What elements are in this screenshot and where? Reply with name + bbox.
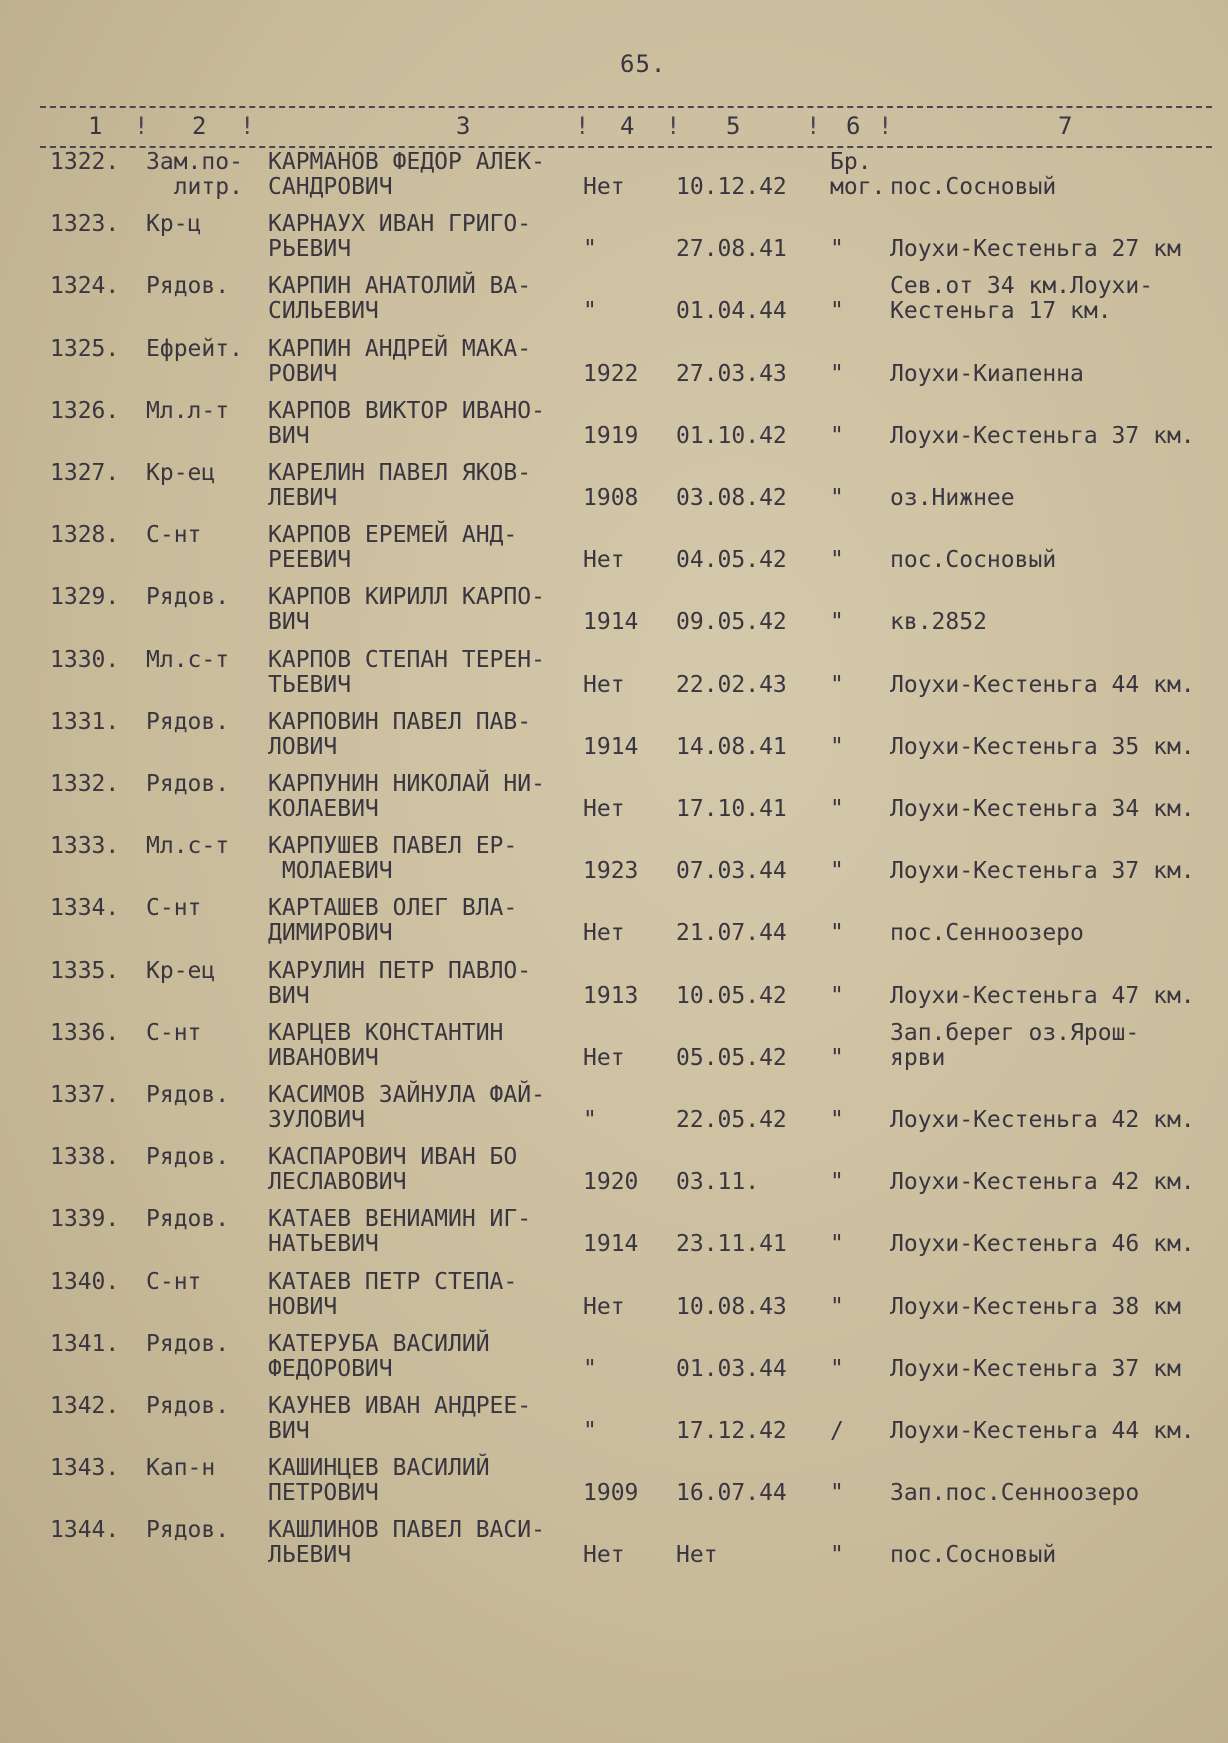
name-cell: КАТЕРУБА ВАСИЛИЙ ФЕДОРОВИЧ (268, 1330, 490, 1382)
header-col-7: 7 (1058, 112, 1073, 140)
death-date-cell: 16.07.44 (676, 1480, 787, 1507)
burial-type-cell: " (830, 733, 844, 760)
table-header (40, 112, 1212, 144)
burial-place-cell: Лоухи-Кестеньга 47 км. (890, 982, 1195, 1009)
name-cell: КАРМАНОВ ФЕДОР АЛЕК- САНДРОВИЧ (268, 149, 545, 200)
table-row (0, 1021, 1228, 1083)
rank-cell: Рядов. (146, 1144, 230, 1171)
page-number: 65. (620, 50, 667, 78)
table-row (0, 648, 1228, 710)
record-number: 1343. (50, 1455, 120, 1482)
burial-type-cell: " (830, 1542, 844, 1569)
rank-cell: Рядов. (146, 1082, 230, 1108)
table-row (0, 523, 1228, 585)
name-cell: КАШЛИНОВ ПАВЕЛ ВАСИ- ЛЬЕВИЧ (268, 1517, 545, 1569)
birth-year-cell: 1922 (583, 360, 639, 387)
rank-cell: Кр-ц (146, 211, 202, 238)
birth-year-cell: Нет (583, 174, 625, 200)
table-row (0, 834, 1228, 896)
burial-type-cell: " (830, 236, 844, 263)
death-date-cell: 21.07.44 (676, 920, 787, 947)
birth-year-cell: Нет (583, 671, 625, 698)
burial-type-cell: " (830, 920, 844, 947)
name-cell: КАСПАРОВИЧ ИВАН БО ЛЕСЛАВОВИЧ (268, 1144, 518, 1196)
burial-place-cell: оз.Нижнее (890, 485, 1015, 511)
birth-year-cell: 1908 (583, 485, 639, 511)
death-date-cell: 05.05.42 (676, 1044, 787, 1071)
rank-cell: Рядов. (146, 1393, 230, 1419)
table-row (0, 959, 1228, 1021)
burial-type-cell: " (830, 858, 844, 885)
death-date-cell: 10.12.42 (676, 174, 787, 200)
record-number: 1335. (50, 957, 120, 984)
name-cell: КАРПУШЕВ ПАВЕЛ ЕР- МОЛАЕВИЧ (268, 833, 518, 885)
burial-type-cell: " (830, 982, 844, 1009)
birth-year-cell: 1923 (583, 858, 639, 885)
name-cell: КАРЕЛИН ПАВЕЛ ЯКОВ- ЛЕВИЧ (268, 460, 532, 511)
birth-year-cell: Нет (583, 1542, 625, 1569)
record-number: 1333. (50, 833, 120, 860)
death-date-cell: 17.10.41 (676, 796, 787, 822)
burial-type-cell: Бр. мог. (830, 149, 886, 200)
record-number: 1327. (50, 460, 120, 486)
birth-year-cell: " (583, 1107, 597, 1133)
burial-place-cell: Лоухи-Кестеньга 42 км. (890, 1107, 1195, 1133)
table-row (0, 585, 1228, 647)
name-cell: КАРПОВ ВИКТОР ИВАНО- ВИЧ (268, 397, 545, 449)
record-number: 1342. (50, 1393, 120, 1419)
name-cell: КАРПИН АНДРЕЙ МАКА- РОВИЧ (268, 335, 532, 387)
death-date-cell: 01.03.44 (676, 1355, 787, 1382)
record-number: 1332. (50, 771, 120, 797)
header-col-6: 6 (846, 112, 861, 140)
burial-place-cell: Лоухи-Кестеньга 38 км (890, 1293, 1181, 1320)
death-date-cell: 27.08.41 (676, 236, 787, 263)
record-number: 1326. (50, 397, 120, 424)
table-row (0, 1270, 1228, 1332)
birth-year-cell: Нет (583, 796, 625, 822)
death-date-cell: Нет (676, 1542, 718, 1569)
burial-place-cell: Зап.пос.Сенноозеро (890, 1480, 1140, 1507)
birth-year-cell: 1913 (583, 982, 639, 1009)
death-date-cell: 23.11.41 (676, 1231, 787, 1258)
death-date-cell: 04.05.42 (676, 547, 787, 574)
burial-place-cell: пос.Сенноозеро (890, 920, 1084, 947)
name-cell: КАРПОВ ЕРЕМЕЙ АНД- РЕЕВИЧ (268, 522, 518, 574)
burial-type-cell: " (830, 796, 844, 822)
table-row (0, 212, 1228, 274)
table-row (0, 337, 1228, 399)
table-row (0, 399, 1228, 461)
death-date-cell: 10.08.43 (676, 1293, 787, 1320)
record-number: 1331. (50, 708, 120, 735)
record-number: 1328. (50, 522, 120, 549)
name-cell: КАУНЕВ ИВАН АНДРЕЕ- ВИЧ (268, 1393, 532, 1444)
burial-type-cell: " (830, 1169, 844, 1196)
table-row (0, 1083, 1228, 1145)
birth-year-cell: " (583, 1355, 597, 1382)
rank-cell: С-нт (146, 1019, 202, 1046)
rank-cell: Рядов. (146, 771, 230, 797)
burial-place-cell: пос.Сосновый (890, 1542, 1057, 1569)
birth-year-cell: 1909 (583, 1480, 639, 1507)
burial-type-cell: / (830, 1418, 844, 1444)
record-number: 1322. (50, 149, 120, 175)
birth-year-cell: " (583, 298, 597, 325)
rank-cell: Рядов. (146, 1517, 230, 1544)
birth-year-cell: " (583, 1418, 597, 1444)
rank-cell: С-нт (146, 1268, 202, 1295)
death-date-cell: 03.11. (676, 1169, 760, 1196)
burial-type-cell: " (830, 1231, 844, 1258)
burial-type-cell: " (830, 1044, 844, 1071)
header-col-1: 1 (88, 112, 103, 140)
table-row (0, 1394, 1228, 1456)
rank-cell: Рядов. (146, 273, 230, 300)
rank-cell: Мл.л-т (146, 397, 230, 424)
burial-type-cell: " (830, 1480, 844, 1507)
birth-year-cell: Нет (583, 1044, 625, 1071)
burial-place-cell: Зап.берег оз.Ярош- ярви (890, 1019, 1140, 1071)
table-row (0, 1145, 1228, 1207)
burial-type-cell: " (830, 360, 844, 387)
table-row (0, 896, 1228, 958)
header-separator: ! (806, 112, 821, 140)
birth-year-cell: 1919 (583, 422, 639, 449)
header-separator: ! (575, 112, 590, 140)
rank-cell: Зам.по- литр. (146, 149, 243, 200)
header-separator: ! (240, 112, 255, 140)
burial-place-cell: Лоухи-Кестеньга 46 км. (890, 1231, 1195, 1258)
header-bottom-line (40, 146, 1212, 148)
table-row (0, 461, 1228, 523)
name-cell: КАШИНЦЕВ ВАСИЛИЙ ПЕТРОВИЧ (268, 1455, 490, 1507)
header-col-2: 2 (192, 112, 207, 140)
birth-year-cell: 1920 (583, 1169, 639, 1196)
burial-type-cell: " (830, 547, 844, 574)
burial-place-cell: Сев.от 34 км.Лоухи- Кестеньга 17 км. (890, 273, 1154, 325)
record-number: 1341. (50, 1330, 120, 1357)
table-row (0, 274, 1228, 336)
birth-year-cell: Нет (583, 1293, 625, 1320)
burial-place-cell: пос.Сосновый (890, 547, 1057, 574)
name-cell: КАРПУНИН НИКОЛАЙ НИ- КОЛАЕВИЧ (268, 771, 545, 822)
name-cell: КАТАЕВ ПЕТР СТЕПА- НОВИЧ (268, 1268, 518, 1320)
burial-place-cell: Лоухи-Кестеньга 27 км (890, 236, 1181, 263)
burial-type-cell: " (830, 1355, 844, 1382)
burial-type-cell: " (830, 422, 844, 449)
death-date-cell: 22.02.43 (676, 671, 787, 698)
rank-cell: Кр-ец (146, 957, 216, 984)
death-date-cell: 10.05.42 (676, 982, 787, 1009)
name-cell: КАРПИН АНАТОЛИЙ ВА- СИЛЬЕВИЧ (268, 273, 532, 325)
record-number: 1330. (50, 646, 120, 673)
rank-cell: С-нт (146, 522, 202, 549)
death-date-cell: 03.08.42 (676, 485, 787, 511)
birth-year-cell: Нет (583, 547, 625, 574)
death-date-cell: 01.04.44 (676, 298, 787, 325)
birth-year-cell: Нет (583, 920, 625, 947)
name-cell: КАРЦЕВ КОНСТАНТИН ИВАНОВИЧ (268, 1019, 504, 1071)
burial-place-cell: Лоухи-Кестеньга 44 км. (890, 1418, 1195, 1444)
name-cell: КАРПОВ СТЕПАН ТЕРЕН- ТЬЕВИЧ (268, 646, 545, 698)
record-number: 1325. (50, 335, 120, 362)
rank-cell: Мл.с-т (146, 646, 230, 673)
burial-place-cell: пос.Сосновый (890, 174, 1057, 200)
record-number: 1336. (50, 1019, 120, 1046)
birth-year-cell: 1914 (583, 609, 639, 636)
header-separator: ! (666, 112, 681, 140)
name-cell: КАРТАШЕВ ОЛЕГ ВЛА- ДИМИРОВИЧ (268, 895, 518, 947)
name-cell: КАРПОВИН ПАВЕЛ ПАВ- ЛОВИЧ (268, 708, 532, 760)
rank-cell: С-нт (146, 895, 202, 922)
death-date-cell: 09.05.42 (676, 609, 787, 636)
header-col-3: 3 (456, 112, 471, 140)
name-cell: КАРУЛИН ПЕТР ПАВЛО- ВИЧ (268, 957, 532, 1009)
burial-place-cell: Лоухи-Кестеньга 34 км. (890, 796, 1195, 822)
burial-place-cell: Лоухи-Киапенна (890, 360, 1084, 387)
record-number: 1323. (50, 211, 120, 238)
table-row (0, 1332, 1228, 1394)
record-number: 1338. (50, 1144, 120, 1171)
death-date-cell: 14.08.41 (676, 733, 787, 760)
burial-place-cell: Лоухи-Кестеньга 35 км. (890, 733, 1195, 760)
table-row (0, 1456, 1228, 1518)
rank-cell: Рядов. (146, 584, 230, 611)
burial-place-cell: Лоухи-Кестеньга 37 км. (890, 422, 1195, 449)
burial-place-cell: Лоухи-Кестеньга 37 км. (890, 858, 1195, 885)
burial-place-cell: Лоухи-Кестеньга 37 км (890, 1355, 1181, 1382)
name-cell: КАРПОВ КИРИЛЛ КАРПО- ВИЧ (268, 584, 545, 636)
header-separator: ! (134, 112, 149, 140)
record-number: 1344. (50, 1517, 120, 1544)
record-number: 1329. (50, 584, 120, 611)
burial-type-cell: " (830, 485, 844, 511)
header-col-4: 4 (620, 112, 635, 140)
table-row (0, 772, 1228, 834)
table-row (0, 150, 1228, 212)
death-date-cell: 17.12.42 (676, 1418, 787, 1444)
birth-year-cell: " (583, 236, 597, 263)
rank-cell: Рядов. (146, 1330, 230, 1357)
burial-type-cell: " (830, 298, 844, 325)
rank-cell: Кап-н (146, 1455, 216, 1482)
header-top-line (40, 106, 1212, 108)
header-col-5: 5 (726, 112, 741, 140)
name-cell: КАРНАУХ ИВАН ГРИГО- РЬЕВИЧ (268, 211, 532, 263)
birth-year-cell: 1914 (583, 733, 639, 760)
record-number: 1334. (50, 895, 120, 922)
death-date-cell: 07.03.44 (676, 858, 787, 885)
name-cell: КАСИМОВ ЗАЙНУЛА ФАЙ- ЗУЛОВИЧ (268, 1082, 545, 1133)
rank-cell: Рядов. (146, 708, 230, 735)
burial-place-cell: кв.2852 (890, 609, 987, 636)
record-number: 1340. (50, 1268, 120, 1295)
burial-type-cell: " (830, 1107, 844, 1133)
record-number: 1324. (50, 273, 120, 300)
table-row (0, 710, 1228, 772)
rank-cell: Ефрейт. (146, 335, 243, 362)
burial-type-cell: " (830, 609, 844, 636)
burial-place-cell: Лоухи-Кестеньга 42 км. (890, 1169, 1195, 1196)
birth-year-cell: 1914 (583, 1231, 639, 1258)
burial-place-cell: Лоухи-Кестеньга 44 км. (890, 671, 1195, 698)
record-number: 1337. (50, 1082, 120, 1108)
death-date-cell: 01.10.42 (676, 422, 787, 449)
record-number: 1339. (50, 1206, 120, 1233)
table-row (0, 1518, 1228, 1580)
rank-cell: Кр-ец (146, 460, 216, 486)
name-cell: КАТАЕВ ВЕНИАМИН ИГ- НАТЬЕВИЧ (268, 1206, 532, 1258)
death-date-cell: 27.03.43 (676, 360, 787, 387)
header-separator: ! (878, 112, 893, 140)
rank-cell: Рядов. (146, 1206, 230, 1233)
rank-cell: Мл.с-т (146, 833, 230, 860)
burial-type-cell: " (830, 1293, 844, 1320)
table-row (0, 1207, 1228, 1269)
burial-type-cell: " (830, 671, 844, 698)
death-date-cell: 22.05.42 (676, 1107, 787, 1133)
